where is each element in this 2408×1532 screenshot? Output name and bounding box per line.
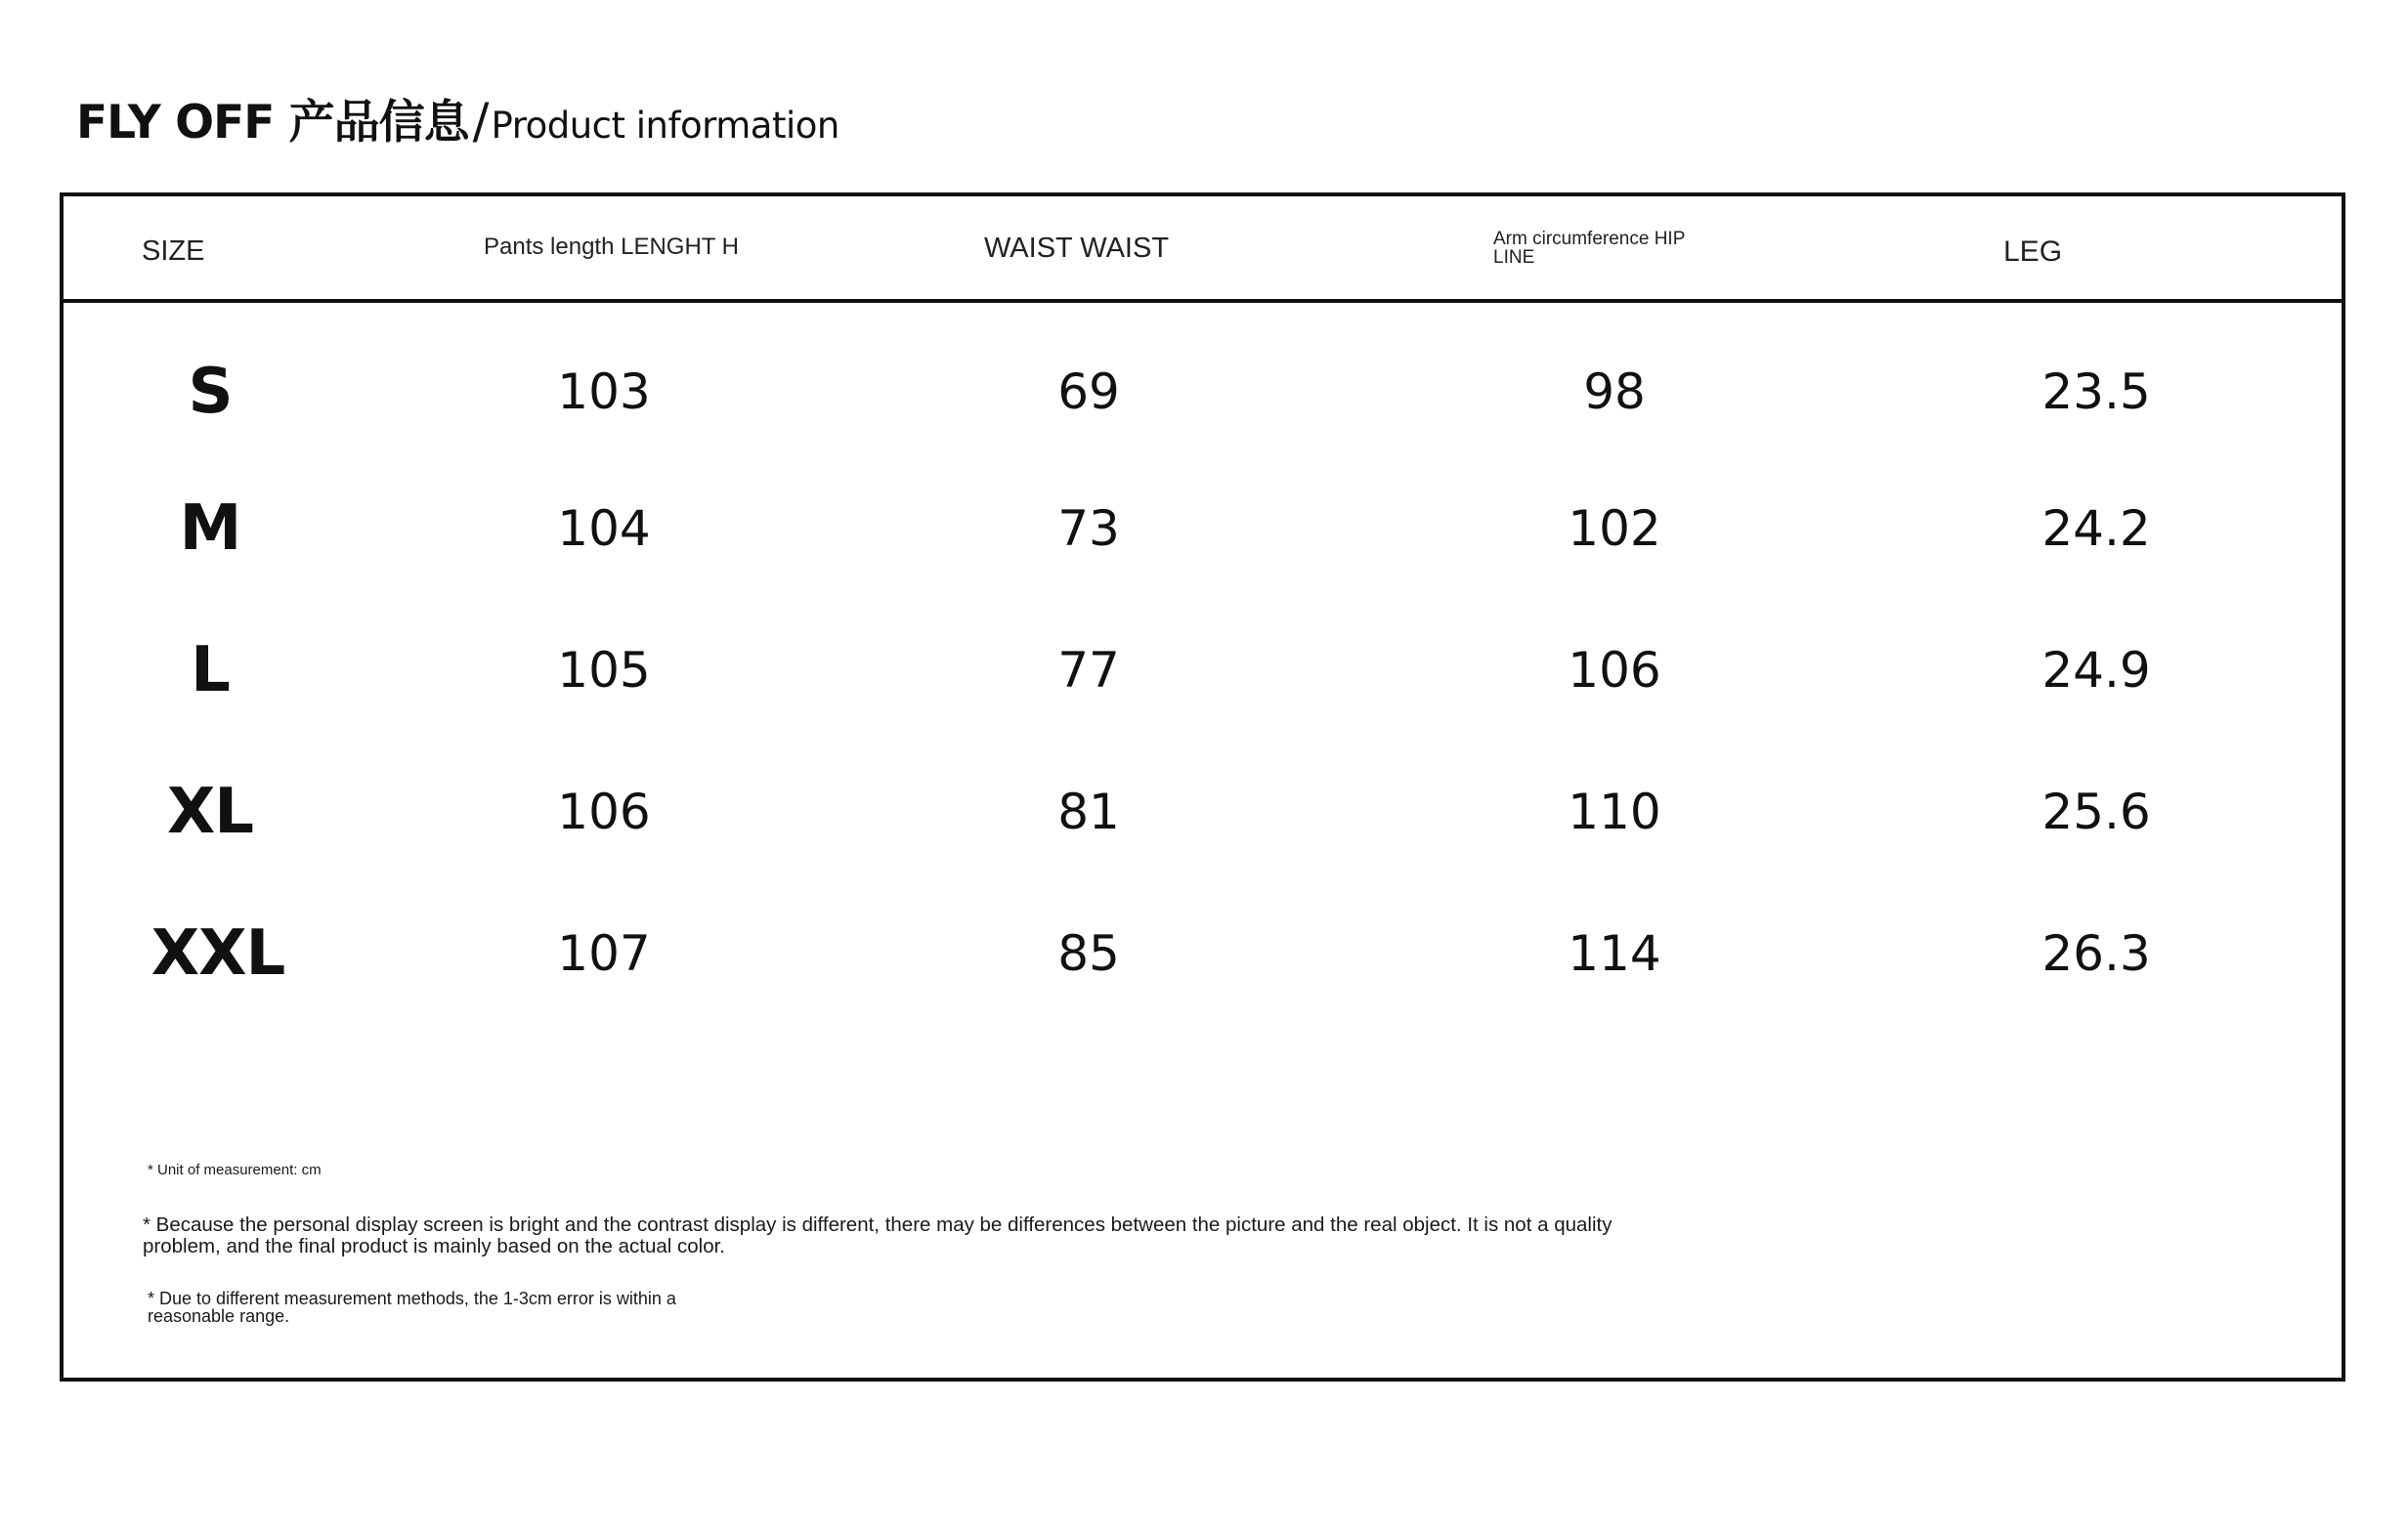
cell-size: M bbox=[179, 492, 241, 565]
table-header bbox=[64, 196, 2342, 303]
cell-waist: 77 bbox=[1057, 642, 1120, 699]
cell-leg: 24.9 bbox=[2042, 642, 2151, 699]
table-row bbox=[64, 885, 2342, 1022]
cell-hip: 114 bbox=[1568, 925, 1661, 982]
cell-size: XL bbox=[166, 776, 254, 848]
cell-length: 104 bbox=[557, 500, 651, 557]
size-table bbox=[60, 192, 2345, 1382]
title-brand: FLY OFF 产品信息 bbox=[76, 96, 469, 149]
table-row bbox=[64, 323, 2342, 460]
cell-size: S bbox=[188, 356, 233, 428]
header-leg: LEG bbox=[2003, 235, 2063, 268]
cell-hip: 106 bbox=[1568, 642, 1661, 699]
cell-waist: 85 bbox=[1057, 925, 1120, 982]
cell-waist: 81 bbox=[1057, 784, 1120, 840]
cell-size: XXL bbox=[150, 917, 285, 990]
cell-length: 106 bbox=[557, 784, 651, 840]
cell-size: L bbox=[191, 634, 230, 706]
note-error: * Due to different measurement methods, the 1-3cm error is within a reasonable range. bbox=[148, 1289, 676, 1326]
cell-hip: 98 bbox=[1583, 363, 1646, 420]
header-waist: WAIST WAIST bbox=[984, 233, 1170, 264]
cell-length: 107 bbox=[557, 925, 651, 982]
table-row bbox=[64, 602, 2342, 739]
cell-leg: 25.6 bbox=[2042, 784, 2151, 840]
table-row bbox=[64, 460, 2342, 597]
title-english: Product information bbox=[491, 105, 839, 147]
cell-leg: 24.2 bbox=[2042, 500, 2151, 557]
cell-leg: 26.3 bbox=[2042, 925, 2151, 982]
note-unit: * Unit of measurement: cm bbox=[148, 1162, 322, 1178]
header-pants-length: Pants length LENGHT H bbox=[484, 234, 740, 260]
note-display: * Because the personal display screen is bright and the contrast display is different, there may be differences between the picture and the real object. It is not a quality problem, and the final product is mainly based on the actual color. bbox=[143, 1213, 1612, 1257]
cell-length: 103 bbox=[557, 363, 651, 420]
title-slash: / bbox=[472, 93, 490, 149]
header-size: SIZE bbox=[142, 235, 205, 267]
cell-hip: 110 bbox=[1568, 784, 1661, 840]
cell-length: 105 bbox=[557, 642, 651, 699]
cell-waist: 73 bbox=[1057, 500, 1120, 557]
header-hip: Arm circumference HIP LINE bbox=[1493, 229, 1686, 268]
cell-waist: 69 bbox=[1057, 363, 1120, 420]
cell-hip: 102 bbox=[1568, 500, 1661, 557]
page-title bbox=[76, 86, 839, 154]
table-row bbox=[64, 744, 2342, 880]
cell-leg: 23.5 bbox=[2042, 363, 2151, 420]
